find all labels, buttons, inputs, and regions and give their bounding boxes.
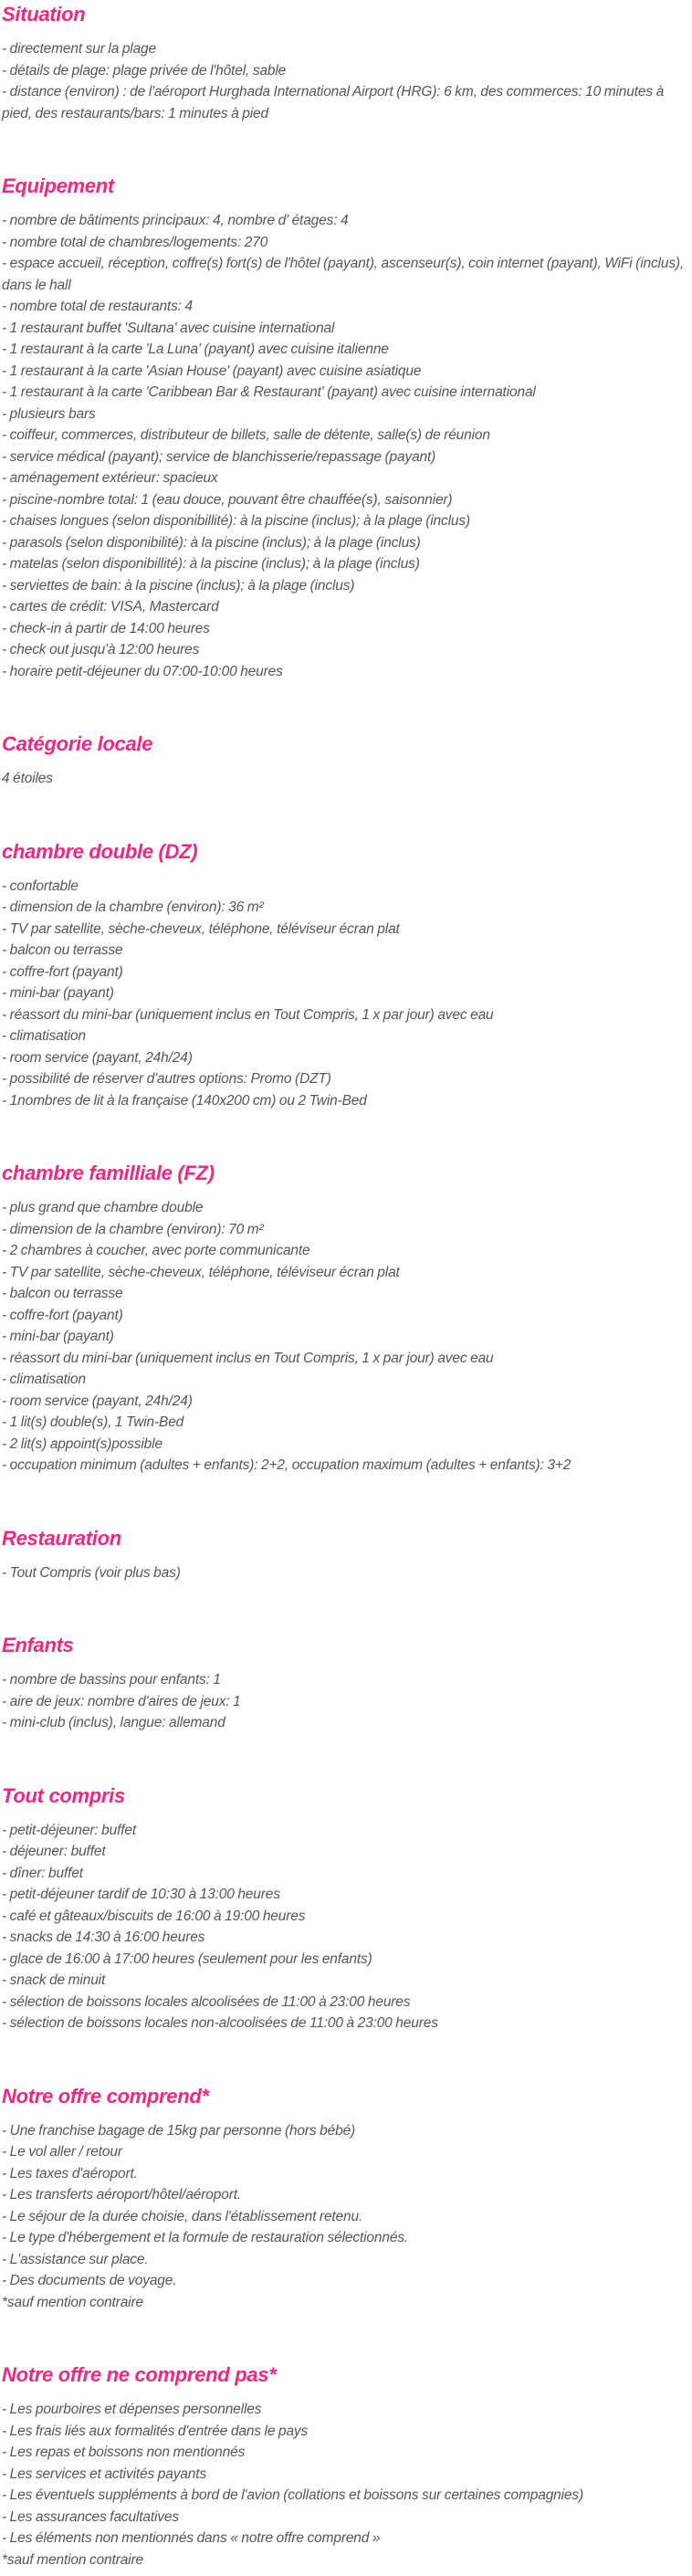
info-line: - 1 lit(s) double(s), 1 Twin-Bed <box>2 1414 184 1430</box>
info-line: - Les assurances facultatives <box>2 2508 180 2525</box>
section-title-categorie-locale: Catégorie locale <box>2 732 153 755</box>
info-line: - Les services et activités payants <box>2 2466 206 2482</box>
info-line: - 2 chambres à coucher, avec porte communicante <box>2 1243 310 1258</box>
info-line: - Tout Compris (voir plus bas) <box>2 1564 181 1581</box>
info-line: - distance (environ) : de l'aéroport Hurghada International Airport (HRG): 6 km, des commerces: 10 minutes à pied, des restaurants/bars: 1 minutes à pied <box>2 84 665 121</box>
info-line: - coffre-fort (payant) <box>2 963 123 980</box>
info-line: - déjeuner: buffet <box>2 1844 106 1859</box>
info-line: - 1 restaurant à la carte 'La Luna' (payant) avec cuisine italienne <box>2 342 389 357</box>
info-line: - service médical (payant); service de blanchisserie/repassage (payant) <box>2 448 436 465</box>
section-title-notre-offre-comprend: Notre offre comprend* <box>2 2084 209 2108</box>
info-line: - glace de 16:00 à 17:00 heures (seulement pour les enfants) <box>2 1950 372 1967</box>
info-line: - check-in à partir de 14:00 heures <box>2 620 210 636</box>
info-line: - climatisation <box>2 1372 86 1387</box>
info-line: - L'assistance sur place. <box>2 2251 149 2267</box>
info-line: - occupation minimum (adultes + enfants): 2+2, occupation maximum (adultes + enfants): 3+2 <box>2 1457 571 1473</box>
info-line: - Le vol aller / retour <box>2 2144 122 2160</box>
info-line: - mini-club (inclus), langue: allemand <box>2 1715 225 1730</box>
info-line: - TV par satellite, sèche-cheveux, téléphone, téléviseur écran plat <box>2 1264 400 1280</box>
info-line: - dimension de la chambre (environ): 36 m² <box>2 899 264 915</box>
info-line: - Les repas et boissons non mentionnés <box>2 2445 246 2460</box>
section-notre-offre-comprend <box>2 2085 692 2314</box>
info-line: - possibilité de réserver d'autres options: Promo (DZT) <box>2 1071 331 1087</box>
info-line: - nombre total de restaurants: 4 <box>2 299 193 314</box>
info-line: - 1 restaurant à la carte 'Asian House' (payant) avec cuisine asiatique <box>2 363 422 379</box>
info-line: - nombre total de chambres/logements: 270 <box>2 234 268 250</box>
info-line: - aménagement extérieur: spacieux <box>2 470 218 486</box>
info-line: - check out jusqu'à 12:00 heures <box>2 642 200 657</box>
info-line: - 1 restaurant à la carte 'Caribbean Bar & Restaurant' (payant) avec cuisine international <box>2 384 536 400</box>
info-line: - serviettes de bain: à la piscine (inclus); à la plage (inclus) <box>2 577 355 594</box>
info-line: - TV par satellite, sèche-cheveux, téléphone, téléviseur écran plat <box>2 920 400 937</box>
info-line: - Une franchise bagage de 15kg par personne (hors bébé) <box>2 2122 356 2139</box>
info-line: - balcon ou terrasse <box>2 1286 123 1301</box>
section-notre-offre-ne-comprend-pas <box>2 2363 692 2571</box>
info-line: - 1nombres de lit à la française (140x200 cm) ou 2 Twin-Bed <box>2 1092 367 1109</box>
section-title-situation: Situation <box>2 3 86 26</box>
section-title-chambre-double: chambre double (DZ) <box>2 839 198 863</box>
section-situation <box>2 3 692 124</box>
section-tout-compris <box>2 1784 692 2035</box>
info-line: - petit-déjeuner: buffet <box>2 1822 137 1838</box>
info-line: - Les frais liés aux formalités d'entrée dans le pays <box>2 2423 309 2439</box>
info-line: - room service (payant, 24h/24) <box>2 1049 193 1066</box>
info-line: - 1 restaurant buffet 'Sultana' avec cuisine international <box>2 320 335 336</box>
info-line: - aire de jeux: nombre d'aires de jeux: 1 <box>2 1693 241 1709</box>
section-title-chambre-familliale: chambre familliale (FZ) <box>2 1162 215 1184</box>
info-line: - coiffeur, commerces, distributeur de billets, salle de détente, salle(s) de réunion <box>2 427 490 443</box>
section-chambre-double <box>2 840 692 1112</box>
info-line: - petit-déjeuner tardif de 10:30 à 13:00 heures <box>2 1887 280 1902</box>
info-line: - snack de minuit <box>2 1972 106 1988</box>
section-equipement <box>2 174 692 682</box>
info-line: - Le type d'hébergement et la formule de restauration sélectionnés. <box>2 2230 409 2245</box>
info-line: - Les éventuels suppléments à bord de l'avion (collations et boissons sur certaines compagnies) <box>2 2487 584 2503</box>
info-line: - sélection de boissons locales alcoolisées de 11:00 à 23:00 heures <box>2 1993 411 2010</box>
section-restauration <box>2 1527 692 1584</box>
info-line: - sélection de boissons locales non-alcoolisées de 11:00 à 23:00 heures <box>2 2015 438 2031</box>
footnote-line: *sauf mention contraire <box>2 2551 143 2568</box>
info-line: - espace accueil, réception, coffre(s) fort(s) de l'hôtel (payant), ascenseur(s), coin internet (payant), WiFi (inclus), dans le hall <box>2 256 685 293</box>
info-line: - Les éléments non mentionnés dans « notre offre comprend » <box>2 2530 381 2546</box>
info-line: - Le séjour de la durée choisie, dans l'établissement retenu. <box>2 2208 363 2224</box>
info-line: - Les transferts aéroport/hôtel/aéroport. <box>2 2187 242 2203</box>
info-line: - snacks de 14:30 à 16:00 heures <box>2 1929 205 1945</box>
info-line: - parasols (selon disponibilité): à la piscine (inclus); à la plage (inclus) <box>2 534 421 551</box>
info-line: - plus grand que chambre double <box>2 1200 204 1215</box>
info-line: - cartes de crédit: VISA, Mastercard <box>2 599 219 615</box>
info-line: - dîner: buffet <box>2 1865 83 1881</box>
info-line: - room service (payant, 24h/24) <box>2 1393 193 1409</box>
info-line: - horaire petit-déjeuner du 07:00-10:00 heures <box>2 663 283 679</box>
info-line: - réassort du mini-bar (uniquement inclus en Tout Compris, 1 x par jour) avec eau <box>2 1006 494 1023</box>
info-line: - Des documents de voyage. <box>2 2273 177 2288</box>
section-chambre-familliale <box>2 1162 692 1477</box>
info-line: - directement sur la plage <box>2 41 156 57</box>
info-line: - confortable <box>2 878 79 894</box>
info-line: - détails de plage: plage privée de l'hôtel, sable <box>2 62 287 79</box>
info-line: - coffre-fort (payant) <box>2 1307 123 1323</box>
section-title-equipement: Equipement <box>2 174 114 197</box>
info-line: - réassort du mini-bar (uniquement inclus en Tout Compris, 1 x par jour) avec eau <box>2 1350 494 1366</box>
footnote-line: *sauf mention contraire <box>2 2294 143 2310</box>
info-line: - mini-bar (payant) <box>2 1329 114 1344</box>
info-line: - piscine-nombre total: 1 (eau douce, pouvant être chauffée(s), saisonnier) <box>2 491 453 508</box>
info-line: - Les pourboires et dépenses personnelles <box>2 2402 262 2417</box>
info-line: - plusieurs bars <box>2 405 96 422</box>
section-title-enfants: Enfants <box>2 1634 74 1656</box>
info-line: - climatisation <box>2 1028 86 1044</box>
info-line: - chaises longues (selon disponibillité): à la piscine (inclus); à la plage (inclus) <box>2 513 470 529</box>
section-title-notre-offre-ne-comprend-pas: Notre offre ne comprend pas* <box>2 2363 277 2386</box>
info-line: - balcon ou terrasse <box>2 942 123 958</box>
info-line: - mini-bar (payant) <box>2 985 114 1001</box>
info-line: - café et gâteaux/biscuits de 16:00 à 19:00 heures <box>2 1908 306 1924</box>
section-title-restauration: Restauration <box>2 1526 121 1550</box>
info-line: - Les taxes d'aéroport. <box>2 2165 138 2182</box>
info-line: - dimension de la chambre (environ): 70 m² <box>2 1221 264 1237</box>
section-categorie-locale <box>2 732 692 790</box>
section-title-tout-compris: Tout compris <box>2 1783 125 1807</box>
info-line: - 2 lit(s) appoint(s)possible <box>2 1435 163 1452</box>
info-line: - matelas (selon disponibillité): à la piscine (inclus); à la plage (inclus) <box>2 556 420 572</box>
section-enfants <box>2 1634 692 1734</box>
info-line: - nombre de bâtiments principaux: 4, nombre d' étages: 4 <box>2 213 349 228</box>
info-line: 4 étoiles <box>2 771 53 786</box>
info-line: - nombre de bassins pour enfants: 1 <box>2 1672 221 1688</box>
